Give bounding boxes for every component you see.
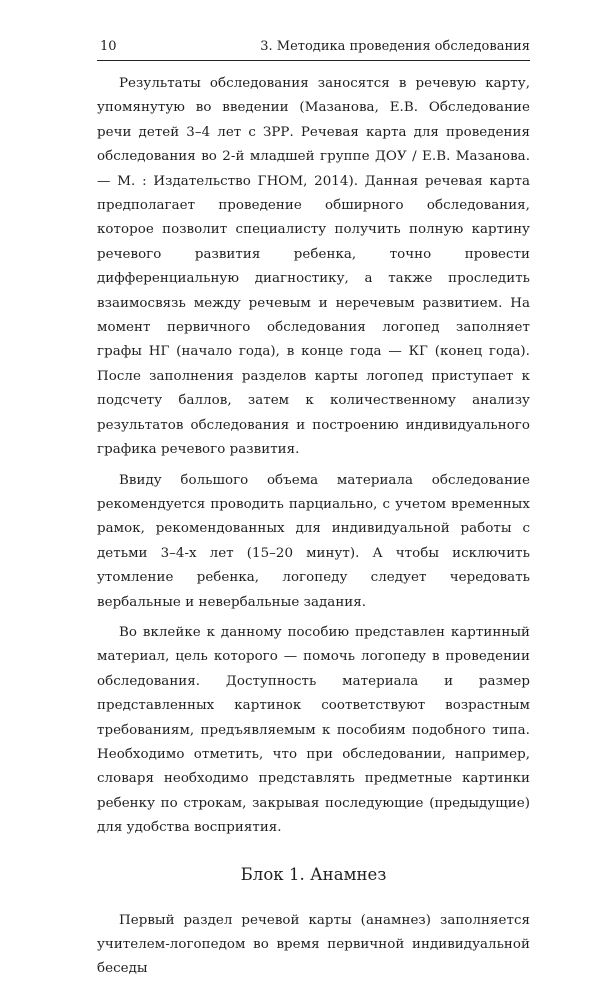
block-heading: Блок 1. Анамнез (240, 864, 387, 884)
section-title: 3. Методика проведения обследования (260, 39, 530, 54)
page-number: 10 (100, 39, 117, 54)
paragraph-picture-material: Во вклейке к данному пособию представлен картинный материал, цель которого — помочь логопеду в проведении обследования. Доступность материала и размер представленных картинок соответствуют возрастным требованиям, предъявляемым к пособиям подобного типа. Необходимо отметить, что при обследовании, например, словаря необходимо представлять предметные картинки ребенку по строкам, закрывая последующие (предыдущие) для удобства восприятия. (97, 624, 530, 836)
body-text (97, 72, 530, 988)
paragraph-anamnesis: Первый раздел речевой карты (анамнез) заполняется учителем-логопедом во время первичной индивидуальной беседы (97, 912, 530, 977)
paragraph-partial-exam: Ввиду большого объема материала обследование рекомендуется проводить парциально, с учетом временных рамок, рекомендованных для индивидуальной работы с детьми 3–4-х лет (15–20 минут). А чтобы исключить утомление ребенка, логопеду следует чередовать вербальные и невербальные задания. (97, 472, 530, 610)
running-header (97, 38, 530, 61)
paragraph-results: Результаты обследования заносятся в речевую карту, упомянутую во введении (Мазанова, Е.В. Обследование речи детей 3–4 лет с ЗРР. Речевая карта для проведения обследования во 2-й младшей группе ДОУ / Е.В. Мазанова. — М. : Издательство ГНОМ, 2014). Данная речевая карта предполагает проведение обширного обследования, которое позволит специалисту получить полную картину речевого развития ребенка, точно провести дифференциальную диагностику, а также проследить взаимосвязь между речевым и неречевым развитием. На момент первичного обследования логопед заполняет графы НГ (начало года), в конце года — КГ (конец года). После заполнения разделов карты логопед приступает к подсчету баллов, затем к количественному анализу результатов обследования и построению индивидуального графика речевого развития. (97, 76, 530, 458)
